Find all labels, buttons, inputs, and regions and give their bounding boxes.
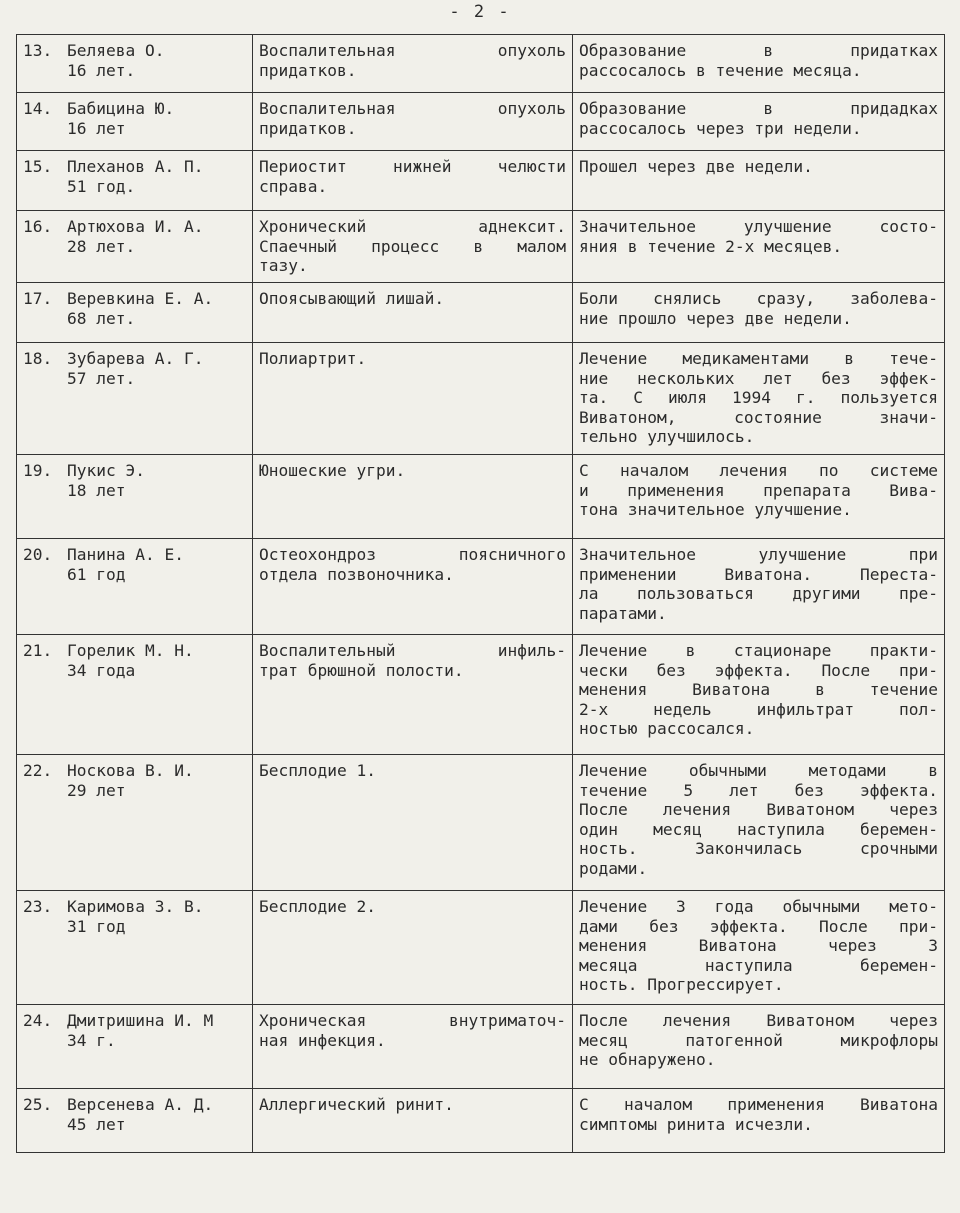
result-line: Значительное улучшение состо- <box>579 217 938 236</box>
result-line: 2-х недель инфильтрат пол- <box>579 699 938 719</box>
result-cell <box>573 93 945 151</box>
result-line: Лечение 3 года обычными мето- <box>579 897 938 916</box>
result-line: Лечение обычными методами в <box>579 761 938 780</box>
result-cell <box>573 455 945 539</box>
result-line: После лечения Виватоном через <box>579 800 938 819</box>
result-cell <box>573 1005 945 1089</box>
diagnosis-cell <box>253 1005 573 1089</box>
diagnosis-line: Хроническая внутриматоч- <box>259 1011 566 1030</box>
result-line: ние прошло через две недели. <box>579 308 852 328</box>
patient-cell <box>17 539 253 635</box>
patient-cell <box>17 455 253 539</box>
row-number: 25. <box>23 1095 53 1114</box>
table-row <box>17 455 945 539</box>
diagnosis-line: Остеохондроз поясничного <box>259 545 566 564</box>
diagnosis-line: придатков. <box>259 118 357 138</box>
row-number: 14. <box>23 99 53 118</box>
page-number: - 2 - <box>449 2 511 22</box>
table-row <box>17 539 945 635</box>
diagnosis-line: Воспалительная опухоль <box>259 99 566 118</box>
diagnosis-cell <box>253 151 573 211</box>
row-number: 18. <box>23 349 53 368</box>
patient-age: 51 год. <box>67 176 136 196</box>
diagnosis-line: ная инфекция. <box>259 1030 386 1050</box>
result-line: течение 5 лет без эффекта. <box>579 780 938 800</box>
diagnosis-cell <box>253 1089 573 1153</box>
diagnosis-line: Спаечный процесс в малом <box>259 236 566 256</box>
table-row <box>17 93 945 151</box>
result-line: менения Виватона в течение <box>579 680 938 699</box>
diagnosis-line: Опоясывающий лишай. <box>259 289 445 308</box>
result-cell <box>573 283 945 343</box>
patient-name: Панина А. Е. <box>67 545 184 564</box>
row-number: 17. <box>23 289 53 308</box>
result-line: Виватоном, состояние значи- <box>579 407 938 427</box>
row-number: 21. <box>23 641 53 660</box>
result-line: Прошел через две недели. <box>579 157 813 176</box>
table-row <box>17 635 945 755</box>
patient-cell <box>17 635 253 755</box>
table-row <box>17 1089 945 1153</box>
result-cell <box>573 755 945 891</box>
patient-cell <box>17 93 253 151</box>
result-line: Лечение в стационаре практи- <box>579 641 938 660</box>
result-line: ла пользоваться другими пре- <box>579 584 938 603</box>
result-cell <box>573 891 945 1005</box>
patient-age: 45 лет <box>67 1114 126 1134</box>
result-line: ние нескольких лет без эффек- <box>579 368 938 388</box>
diagnosis-cell <box>253 211 573 283</box>
row-number: 13. <box>23 41 53 60</box>
patient-cell <box>17 1005 253 1089</box>
result-line: месяц патогенной микрофлоры <box>579 1030 938 1050</box>
patient-age: 28 лет. <box>67 236 136 256</box>
diagnosis-line: Аллергический ринит. <box>259 1095 454 1114</box>
result-line: та. С июля 1994 г. пользуется <box>579 388 938 407</box>
result-line: Лечение медикаментами в тече- <box>579 349 938 368</box>
patient-age: 34 года <box>67 660 136 680</box>
result-line: применении Виватона. Переста- <box>579 564 938 584</box>
diagnosis-cell <box>253 343 573 455</box>
patient-cell <box>17 891 253 1005</box>
table-row <box>17 35 945 93</box>
result-line: яния в течение 2-х месяцев. <box>579 236 843 256</box>
result-line: месяца наступила беремен- <box>579 955 938 975</box>
result-cell <box>573 539 945 635</box>
diagnosis-line: Юношеские угри. <box>259 461 406 480</box>
result-cell <box>573 1089 945 1153</box>
patient-cell <box>17 151 253 211</box>
result-line: Образование в придадках <box>579 99 938 118</box>
patient-name: Носкова В. И. <box>67 761 194 780</box>
result-cell <box>573 211 945 283</box>
patient-age: 29 лет <box>67 780 126 800</box>
result-line: Образование в придатках <box>579 41 938 60</box>
patient-cell <box>17 1089 253 1153</box>
result-line: чески без эффекта. После при- <box>579 660 938 680</box>
diagnosis-line: Бесплодие 2. <box>259 897 376 916</box>
result-line: симптомы ринита исчезли. <box>579 1114 813 1134</box>
table-row <box>17 755 945 891</box>
result-line: и применения препарата Вива- <box>579 480 938 500</box>
diagnosis-cell <box>253 755 573 891</box>
patient-name: Бабицина Ю. <box>67 99 175 118</box>
diagnosis-line: тазу. <box>259 256 308 275</box>
row-number: 22. <box>23 761 53 780</box>
diagnosis-line: Воспалительная опухоль <box>259 41 566 60</box>
result-line: не обнаружено. <box>579 1050 716 1069</box>
table-row <box>17 283 945 343</box>
patient-cell <box>17 35 253 93</box>
patient-age: 16 лет. <box>67 60 136 80</box>
table-row <box>17 891 945 1005</box>
diagnosis-cell <box>253 539 573 635</box>
patient-age: 61 год <box>67 564 126 584</box>
patient-name: Каримова З. В. <box>67 897 204 916</box>
table-row <box>17 343 945 455</box>
result-cell <box>573 343 945 455</box>
result-line: тельно улучшилось. <box>579 427 755 446</box>
patient-age: 34 г. <box>67 1030 116 1050</box>
patient-name: Версенева А. Д. <box>67 1095 214 1114</box>
result-line: С началом применения Виватона <box>579 1095 938 1114</box>
diagnosis-line: Воспалительный инфиль- <box>259 641 566 660</box>
patient-name: Пукис Э. <box>67 461 145 480</box>
row-number: 24. <box>23 1011 53 1030</box>
row-number: 20. <box>23 545 53 564</box>
patient-cell <box>17 211 253 283</box>
result-cell <box>573 635 945 755</box>
result-line: ность. Прогрессирует. <box>579 975 784 994</box>
table-row <box>17 211 945 283</box>
result-line: Значительное улучшение при <box>579 545 938 564</box>
result-cell <box>573 35 945 93</box>
row-number: 23. <box>23 897 53 916</box>
patient-cell <box>17 283 253 343</box>
diagnosis-line: справа. <box>259 176 328 196</box>
result-line: дами без эффекта. После при- <box>579 916 938 936</box>
diagnosis-cell <box>253 35 573 93</box>
result-line: паратами. <box>579 603 667 623</box>
diagnosis-line: Бесплодие 1. <box>259 761 376 780</box>
patient-cell <box>17 755 253 891</box>
result-line: один месяц наступила беремен- <box>579 819 938 839</box>
result-line: менения Виватона через 3 <box>579 936 938 955</box>
row-number: 19. <box>23 461 53 480</box>
diagnosis-line: отдела позвоночника. <box>259 564 454 584</box>
result-line: тона значительное улучшение. <box>579 500 852 519</box>
diagnosis-line: придатков. <box>259 60 357 80</box>
result-line: Боли снялись сразу, заболева- <box>579 289 938 308</box>
diagnosis-line: трат брюшной полости. <box>259 660 464 680</box>
result-line: ностью рассосался. <box>579 719 755 738</box>
result-line: ность. Закончилась срочными <box>579 839 938 858</box>
diagnosis-cell <box>253 891 573 1005</box>
table-row <box>17 151 945 211</box>
diagnosis-cell <box>253 283 573 343</box>
row-number: 15. <box>23 157 53 176</box>
patient-age: 16 лет <box>67 118 126 138</box>
row-number: 16. <box>23 217 53 236</box>
patient-name: Дмитришина И. М <box>67 1011 214 1030</box>
patient-cell <box>17 343 253 455</box>
result-line: рассосалось в течение месяца. <box>579 60 862 80</box>
result-line: После лечения Виватоном через <box>579 1011 938 1030</box>
patient-name: Беляева О. <box>67 41 165 60</box>
diagnosis-cell <box>253 93 573 151</box>
patient-age: 68 лет. <box>67 308 136 328</box>
patient-records-table <box>16 34 945 1153</box>
patient-name: Плеханов А. П. <box>67 157 204 176</box>
patient-age: 31 год <box>67 916 126 936</box>
table-row <box>17 1005 945 1089</box>
patient-age: 18 лет <box>67 480 126 500</box>
diagnosis-line: Хронический аднексит. <box>259 217 566 236</box>
patient-age: 57 лет. <box>67 368 136 388</box>
patient-name: Зубарева А. Г. <box>67 349 204 368</box>
diagnosis-cell <box>253 635 573 755</box>
result-line: С началом лечения по системе <box>579 461 938 480</box>
result-line: родами. <box>579 858 648 878</box>
patient-name: Артюхова И. А. <box>67 217 204 236</box>
diagnosis-line: Периостит нижней челюсти <box>259 157 566 176</box>
result-cell <box>573 151 945 211</box>
result-line: рассосалось через три недели. <box>579 118 862 138</box>
patient-name: Горелик М. Н. <box>67 641 194 660</box>
diagnosis-cell <box>253 455 573 539</box>
patient-name: Веревкина Е. А. <box>67 289 214 308</box>
diagnosis-line: Полиартрит. <box>259 349 367 368</box>
